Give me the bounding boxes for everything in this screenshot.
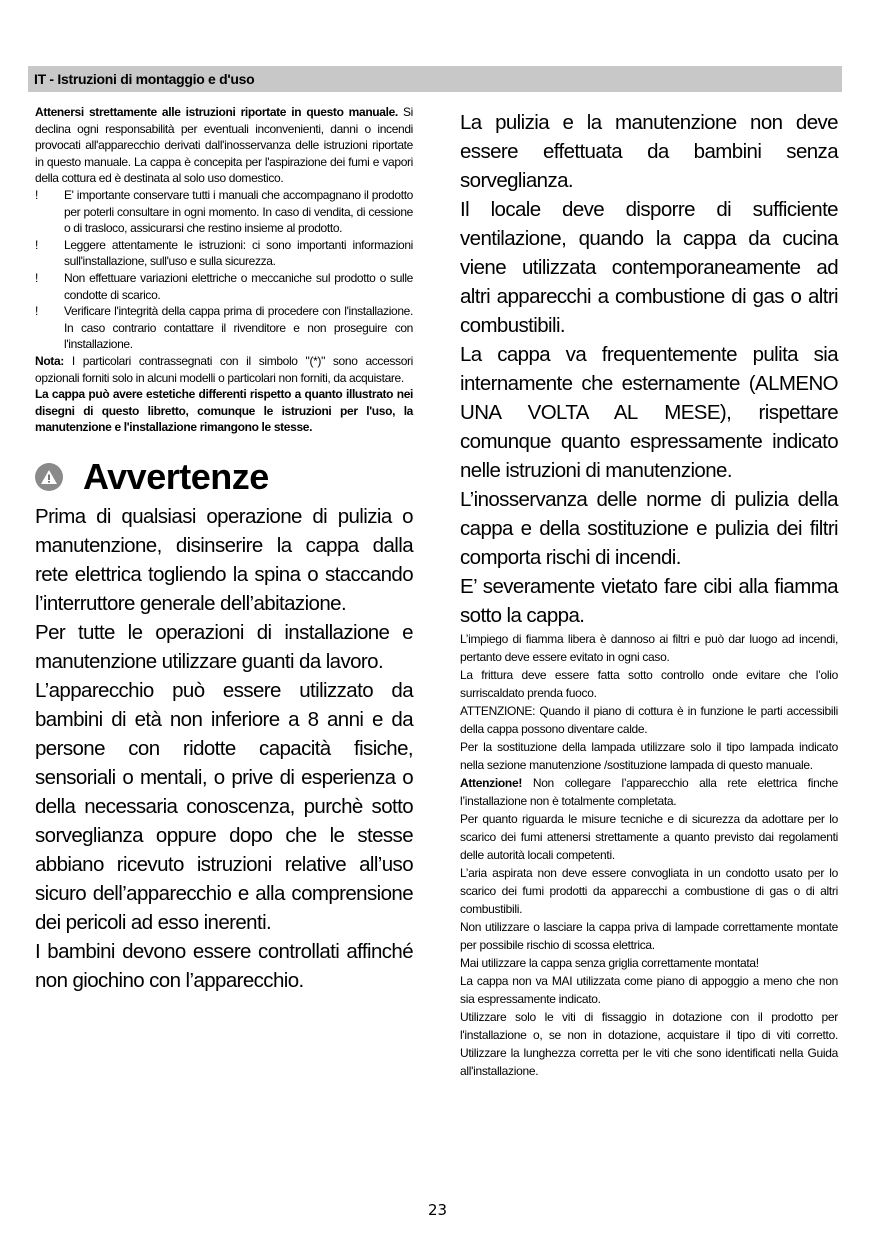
intro-paragraph [35, 104, 413, 187]
warning-paragraph: E’ severamente vietato fare cibi alla fiamma sotto la cappa. [460, 575, 838, 627]
small-warning-paragraph [460, 954, 838, 972]
right-column [460, 108, 838, 1080]
intro-bold-lead: Attenersi strettamente alle istruzioni riportate in questo manuale. [35, 105, 398, 119]
small-warning-paragraph [460, 1008, 838, 1080]
warning-paragraph: Per tutte le operazioni di installazione e manutenzione utilizzare guanti da lavoro. [35, 620, 413, 673]
warning-paragraph: L’inosservanza delle norme di pulizia della cappa e della sostituzione e pulizia dei filtri comporta rischi di incendi. [460, 488, 838, 569]
warning-text: Per la sostituzione della lampada utilizzare solo il tipo lampada indicato nella sezione manutenzione /sostituzione lampada di questo manuale. [460, 740, 838, 772]
warning-paragraph: I bambini devono essere controllati affinché non giochino con l’apparecchio. [35, 939, 413, 992]
nota-paragraph [35, 353, 413, 386]
bullet-text: E' importante conservare tutti i manuali che accompagnano il prodotto per poterli consultare in ogni momento. In caso di vendita, di cessione o di trasloco, assicurarsi che restino insieme al prodotto. [64, 187, 413, 236]
warnings-title: Avvertenze [83, 455, 269, 497]
warning-text: Non collegare l’apparecchio alla rete elettrica finche l’installazione non è totalmente completata. [460, 776, 838, 808]
warning-text: ATTENZIONE: Quando il piano di cottura è in funzione le parti accessibili della cappa possono diventare calde. [460, 704, 838, 736]
bullet-item [35, 270, 413, 303]
warning-paragraph: L’apparecchio può essere utilizzato da bambini di età non inferiore a 8 anni e da persone con ridotte capacità fisiche, sensoriali o mentali, o prive di esperienza o della necessaria conoscenza, purchè sotto sorveglianza oppure dopo che le stesse abbiano ricevuto istruzioni relative all’uso sicuro dell’apparecchio e alla comprensione dei pericoli ad esso inerenti. [35, 678, 413, 934]
exclamation-icon: ! [35, 237, 39, 252]
warning-bold-label: Attenzione! [460, 776, 523, 790]
bullet-text: Non effettuare variazioni elettriche o meccaniche sul prodotto o sulle condotte di scarico. [64, 270, 413, 302]
warning-paragraph: La cappa va frequentemente pulita sia internamente che esternamente (ALMENO UNA VOLTA AL MESE), rispettare comunque quanto espressamente indicato nelle istruzioni di manutenzione. [460, 343, 838, 482]
small-warning-paragraph [460, 972, 838, 1008]
exclamation-icon: ! [35, 187, 39, 202]
warning-text: Utilizzare solo le viti di fissaggio in dotazione con il prodotto per l'installazione o, se non in dotazione, acquistare il tipo di viti corretto. Utilizzare la lunghezza corretta per le viti che sono identificati nella Guida all'installazione. [460, 1010, 838, 1078]
bullet-text: Leggere attentamente le istruzioni: ci sono importanti informazioni sull'installazione, sull'uso e sulla sicurezza. [64, 237, 413, 269]
warning-paragraph: La pulizia e la manutenzione non deve essere effettuata da bambini senza sorveglianza. [460, 111, 838, 192]
bullet-item [35, 187, 413, 237]
small-warning-paragraph [460, 666, 838, 702]
warning-text: Mai utilizzare la cappa senza griglia correttamente montata! [460, 956, 759, 970]
warning-text: La cappa non va MAI utilizzata come piano di appoggio a meno che non sia espressamente indicato. [460, 974, 838, 1006]
warning-paragraph: Prima di qualsiasi operazione di pulizia o manutenzione, disinserire la cappa dalla rete elettrica togliendo la spina o staccando l’interruttore generale dell’abitazione. [35, 504, 413, 615]
nota-text: I particolari contrassegnati con il simbolo "(*)" sono accessori opzionali forniti solo in alcuni modelli o particolari non forniti, da acquistare. [35, 353, 413, 385]
warning-text: L’aria aspirata non deve essere convogliata in un condotto usato per lo scarico dei fumi prodotti da apparecchi a combustione di gas o di altri combustibili. [460, 866, 838, 916]
small-warning-paragraph [460, 702, 838, 738]
bold-note: La cappa può avere estetiche differenti rispetto a quanto illustrato nei disegni di questo libretto, comunque le istruzioni per l'uso, la manutenzione e l'installazione rimangono le stesse. [35, 387, 413, 435]
warning-text: L’impiego di fiamma libera è dannoso ai filtri e può dar luogo ad incendi, pertanto deve essere evitato in ogni caso. [460, 632, 838, 664]
small-warning-paragraph [460, 774, 838, 810]
small-warning-paragraph [460, 630, 838, 666]
intro-text: Si declina ogni responsabilità per eventuali inconvenienti, danni o incendi provocati all'apparecchio derivati dall'inosservanza delle istruzioni riportate in questo manuale. La cappa è concepita per l'aspirazione dei fumi e vapori della cottura ed è destinata al solo uso domestico. [35, 105, 413, 186]
warning-icon [35, 463, 63, 491]
bullet-text: Verificare l'integrità della cappa prima di procedere con l'installazione. In caso contrario contattare il rivenditore e non proseguire con l'installazione. [64, 304, 413, 352]
section-title: IT - Istruzioni di montaggio e d'uso [34, 71, 255, 87]
warning-text: Per quanto riguarda le misure tecniche e di sicurezza da adottare per lo scarico dei fumi attenersi strettamente a quanto previsto dai regolamenti delle autorità locali competenti. [460, 812, 838, 862]
warnings-heading [35, 456, 413, 498]
warning-text: La frittura deve essere fatta sotto controllo onde evitare che l’olio surriscaldato prenda fuoco. [460, 668, 838, 700]
warning-text: Non utilizzare o lasciare la cappa priva di lampade correttamente montate per possibile rischio di scossa elettrica. [460, 920, 838, 952]
small-warning-paragraph [460, 810, 838, 864]
warning-paragraph: Il locale deve disporre di sufficiente ventilazione, quando la cappa da cucina viene utilizzata contemporaneamente ad altri apparecchi a combustione di gas o altri combustibili. [460, 198, 838, 337]
small-warning-paragraph [460, 918, 838, 954]
left-column [35, 104, 413, 995]
nota-label: Nota: [35, 353, 64, 368]
bullet-item [35, 237, 413, 270]
small-warning-paragraph [460, 864, 838, 918]
section-header [28, 66, 842, 92]
small-warning-paragraph [460, 738, 838, 774]
bullet-item [35, 303, 413, 353]
page-number: 23 [427, 1201, 448, 1219]
exclamation-icon: ! [35, 270, 39, 285]
small-warnings [460, 630, 838, 1080]
exclamation-icon: ! [35, 304, 39, 319]
